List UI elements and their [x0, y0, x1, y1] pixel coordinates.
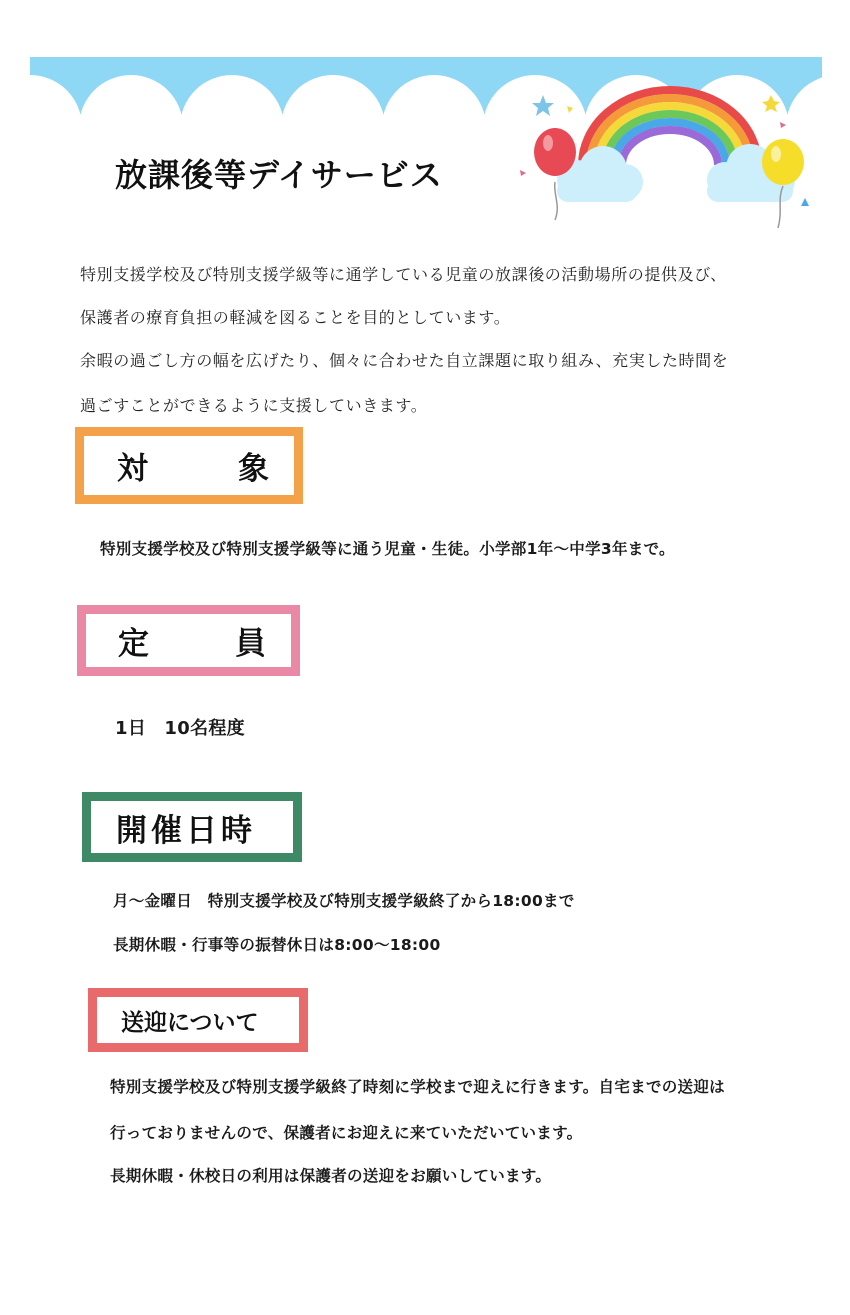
schedule-line: 長期休暇・行事等の振替休日は8:00～18:00	[113, 936, 441, 954]
transport-line: 特別支援学校及び特別支援学級終了時刻に学校まで迎えに行きます。自宅までの送迎は	[110, 1078, 725, 1096]
transport-heading-text: 送迎について	[121, 1009, 259, 1036]
intro-line: 過ごすことができるように支援していきます。	[80, 396, 428, 415]
transport-line: 行っておりませんので、保護者にお迎えに来ていただいています。	[110, 1124, 583, 1142]
transport-line: 長期休暇・休校日の利用は保護者の送迎をお願いしています。	[110, 1167, 552, 1185]
target-heading-right: 象	[238, 451, 269, 487]
schedule-heading-text: 開催日時	[116, 812, 256, 849]
capacity-heading	[77, 605, 300, 676]
star-icon	[762, 95, 780, 112]
schedule-line: 月～金曜日 特別支援学校及び特別支援学級終了から18:00まで	[113, 892, 575, 910]
target-text: 特別支援学校及び特別支援学級等に通う児童・生徒。小学部1年～中学3年まで。	[100, 540, 675, 558]
capacity-text: 1日 10名程度	[115, 718, 245, 739]
target-heading-left: 対	[117, 451, 148, 487]
capacity-heading-left: 定	[118, 626, 149, 662]
rainbow-illustration	[515, 70, 820, 235]
capacity-heading-right: 員	[235, 626, 266, 662]
transport-heading	[88, 988, 308, 1052]
target-heading	[75, 427, 303, 504]
intro-line: 余暇の過ごし方の幅を広げたり、個々に合わせた自立課題に取り組み、充実した時間を	[80, 351, 729, 370]
intro-line: 保護者の療育負担の軽減を図ることを目的としています。	[80, 308, 511, 327]
page-title: 放課後等デイサービス	[115, 156, 443, 194]
star-icon	[532, 95, 554, 116]
schedule-heading	[82, 792, 302, 862]
intro-line: 特別支援学校及び特別支援学級等に通学している児童の放課後の活動場所の提供及び、	[80, 265, 727, 284]
